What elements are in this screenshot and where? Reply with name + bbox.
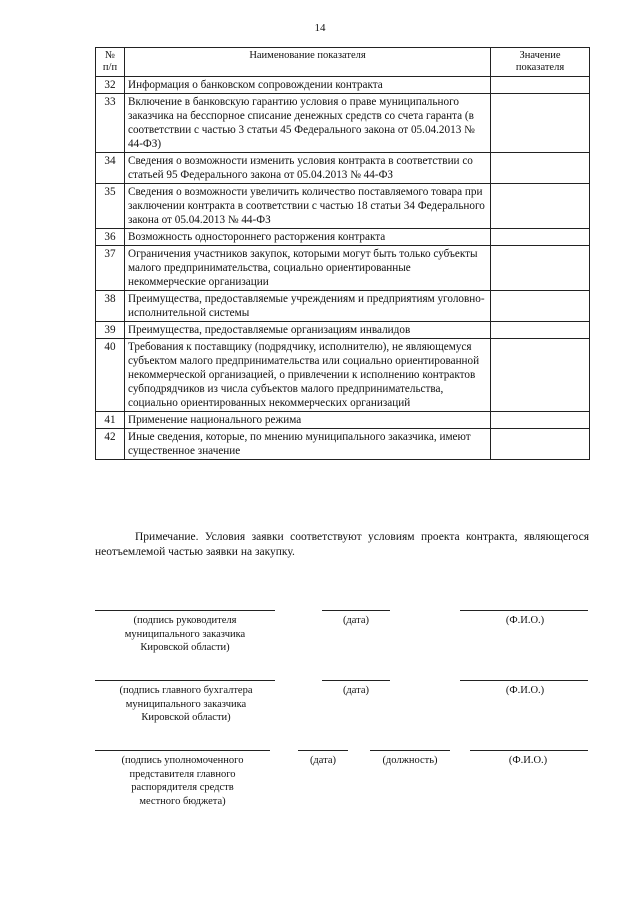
fio-label-representative: (Ф.И.О.) (508, 755, 548, 766)
indicator-name: Требования к поставщику (подрядчику, исполнителю), не являющемуся субъектом малого предпринимательства или социально ориентированной некоммерческой организацией, о привлечении к исполнению контрактов субподрядчиков из числа субъектов малого предпринимательства, социально ориентированных некоммерческих организаций (125, 339, 491, 412)
indicator-name: Преимущества, предоставляемые учреждениям и предприятиям уголовно-исполнительной системы (125, 291, 491, 322)
indicator-value-cell (491, 77, 590, 94)
table-row (96, 77, 590, 94)
indicator-name: Сведения о возможности увеличить количество поставляемого товара при заключении контракта в соответствии с частью 18 статьи 34 Федерального закона от 05.04.2013 № 44-ФЗ (125, 184, 491, 229)
header-indicator-value: Значение показателя (491, 48, 590, 77)
table-row (96, 94, 590, 153)
table-row (96, 246, 590, 291)
indicator-value-cell (491, 412, 590, 429)
indicator-name: Преимущества, предоставляемые организациям инвалидов (125, 322, 491, 339)
date-line-accountant (322, 680, 390, 681)
date-label-accountant: (дата) (342, 685, 370, 696)
fio-label-accountant: (Ф.И.О.) (505, 685, 545, 696)
position-label-representative: (должность) (382, 755, 438, 766)
date-label-representative: (дата) (309, 755, 337, 766)
indicator-name: Сведения о возможности изменить условия контракта в соответствии со статьей 95 Федерального закона от 05.04.2013 № 44-ФЗ (125, 153, 491, 184)
table-row (96, 229, 590, 246)
table-header-row (96, 48, 590, 77)
indicators-table (95, 47, 590, 460)
table-row (96, 291, 590, 322)
indicator-value-cell (491, 94, 590, 153)
row-number: 40 (96, 339, 125, 412)
row-number: 41 (96, 412, 125, 429)
table-row (96, 339, 590, 412)
note-paragraph: Примечание. Условия заявки соответствуют условиям проекта контракта, являющегося неотъемлемой частью заявки на закупку. (95, 531, 589, 558)
indicator-name: Ограничения участников закупок, которыми могут быть только субъекты малого предпринимательства, социально ориентированные некоммерческие организации (125, 246, 491, 291)
header-number: № п/п (96, 48, 125, 77)
row-number: 36 (96, 229, 125, 246)
indicator-value-cell (491, 153, 590, 184)
date-line-head (322, 610, 390, 611)
row-number: 39 (96, 322, 125, 339)
table-row (96, 429, 590, 460)
date-label-head: (дата) (342, 615, 370, 626)
indicator-value-cell (491, 184, 590, 229)
row-number: 38 (96, 291, 125, 322)
indicator-value-cell (491, 322, 590, 339)
table-row (96, 184, 590, 229)
signature-line-accountant (95, 680, 275, 681)
table-row (96, 412, 590, 429)
table-row (96, 322, 590, 339)
row-number: 33 (96, 94, 125, 153)
table-row (96, 153, 590, 184)
indicator-name: Включение в банковскую гарантию условия о праве муниципального заказчика на бесспорное списание денежных средств со счета гаранта (в соответствии с частью 3 статьи 45 Федерального закона от 05.04.2013 № 44-ФЗ) (125, 94, 491, 153)
fio-line-head (460, 610, 588, 611)
signature-label-head: (подпись руководителя муниципального заказчика Кировской области) (124, 615, 246, 653)
indicator-value-cell (491, 291, 590, 322)
indicator-value-cell (491, 246, 590, 291)
indicator-name: Применение национального режима (125, 412, 491, 429)
row-number: 42 (96, 429, 125, 460)
signature-line-head (95, 610, 275, 611)
row-number: 35 (96, 184, 125, 229)
indicator-value-cell (491, 339, 590, 412)
indicator-value-cell (491, 429, 590, 460)
header-indicator-name: Наименование показателя (125, 48, 491, 77)
signature-label-representative: (подпись уполномоченного представителя главного распорядителя средств местного бюджета) (121, 755, 244, 807)
position-line-representative (370, 750, 450, 751)
fio-line-representative (470, 750, 588, 751)
page-number: 14 (314, 22, 326, 34)
row-number: 37 (96, 246, 125, 291)
signature-label-accountant: (подпись главного бухгалтера муниципального заказчика Кировской области) (119, 685, 253, 723)
row-number: 32 (96, 77, 125, 94)
indicator-name: Информация о банковском сопровождении контракта (125, 77, 491, 94)
fio-line-accountant (460, 680, 588, 681)
indicator-name: Возможность одностороннего расторжения контракта (125, 229, 491, 246)
fio-label-head: (Ф.И.О.) (505, 615, 545, 626)
indicator-name: Иные сведения, которые, по мнению муниципального заказчика, имеют существенное значение (125, 429, 491, 460)
indicator-value-cell (491, 229, 590, 246)
row-number: 34 (96, 153, 125, 184)
signature-line-representative (95, 750, 270, 751)
date-line-representative (298, 750, 348, 751)
